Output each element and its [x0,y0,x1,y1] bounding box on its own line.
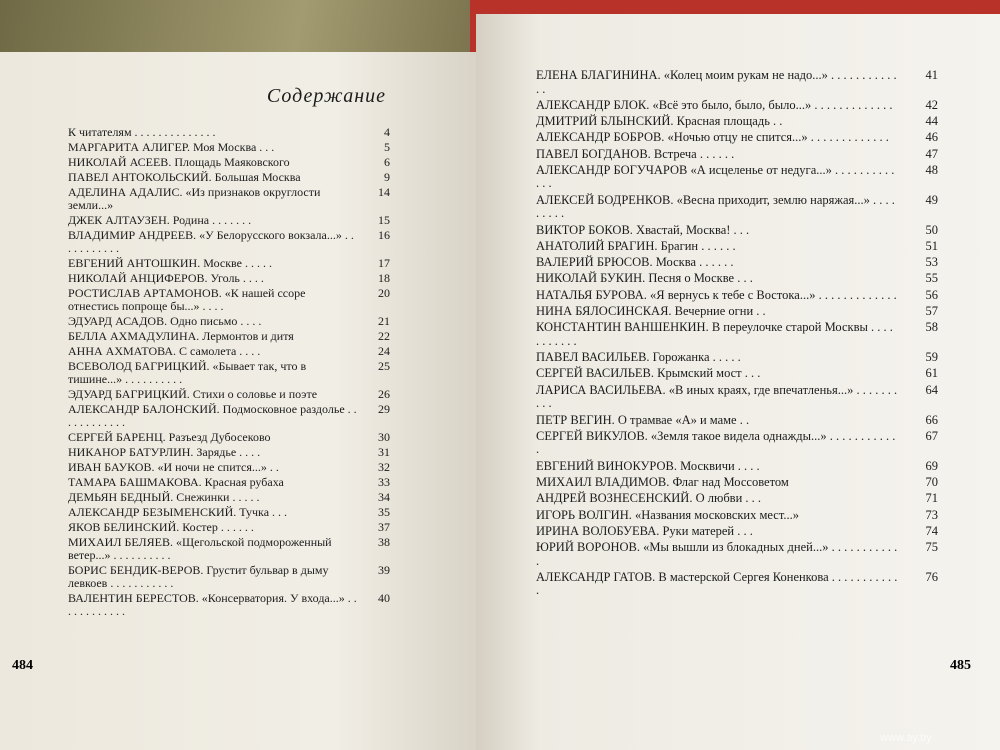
toc-entry-text: ТАМАРА БАШМАКОВА. Красная рубаха [68,475,284,489]
toc-entry [68,446,390,459]
toc-entry-text: МИХАИЛ БЕЛЯЕВ. «Щегольской подмороженный ветер...» . . . . . . . . . . [68,535,332,562]
toc-entry-text: АЛЕКСЕЙ БОДРЕНКОВ. «Весна приходит, землю наряжая...» . . . . . . . . . [536,192,895,221]
toc-entry-page: 66 [925,412,938,427]
toc-entry [536,164,938,191]
toc-entry [68,536,390,562]
toc-entry-text: ИРИНА ВОЛОБУЕВА. Руки матерей . . . [536,523,753,538]
toc-entry [68,257,390,270]
toc-entry-text: БОРИС БЕНДИК-ВЕРОВ. Грустит бульвар в дыму левкоев . . . . . . . . . . . [68,563,329,590]
toc-entry-page: 14 [378,185,390,199]
toc-entry-page: 70 [925,474,938,489]
toc-entry [536,256,938,270]
toc-entry [68,126,390,139]
toc-entry [536,476,938,490]
toc-entry-page: 49 [925,192,938,207]
toc-entry [68,461,390,474]
toc-entry-text: АЛЕКСАНДР БОБРОВ. «Ночью отцу не спится...» . . . . . . . . . . . . . [536,130,889,145]
toc-entry [536,525,938,539]
toc-entry [68,564,390,590]
toc-entry [536,367,938,381]
toc-entry [536,272,938,286]
toc-entry-page: 21 [378,314,390,328]
toc-entry-page: 74 [925,523,938,538]
toc-entry-page: 56 [925,287,938,302]
toc-entry-text: ЯКОВ БЕЛИНСКИЙ. Костер . . . . . . [68,520,254,534]
toc-entry-page: 42 [925,97,938,112]
page-number-right: 485 [950,658,971,673]
toc-entry-page: 38 [378,535,390,549]
toc-entry [536,541,938,568]
toc-entry-page: 53 [925,255,938,270]
toc-entry-page: 24 [378,344,390,358]
toc-entry-page: 69 [925,458,938,473]
toc-entry-page: 37 [378,520,390,534]
toc-list-left [68,126,390,618]
toc-entry-text: МАРГАРИТА АЛИГЕР. Моя Москва . . . [68,140,275,154]
toc-entry-text: БЕЛЛА АХМАДУЛИНА. Лермонтов и дитя [68,329,294,343]
toc-entry [536,224,938,238]
toc-entry-text: ВАЛЕРИЙ БРЮСОВ. Москва . . . . . . [536,255,734,270]
toc-entry-text: ЭДУАРД БАГРИЦКИЙ. Стихи о соловье и поэте [68,387,318,401]
toc-entry-text: НИКОЛАЙ АСЕЕВ. Площадь Маяковского [68,155,290,169]
toc-entry [536,571,938,598]
toc-entry [68,431,390,444]
toc-entry [68,592,390,618]
toc-entry-text: ИВАН БАУКОВ. «И ночи не спится...» . . [68,460,279,474]
toc-entry [68,171,390,184]
toc-entry-text: ВСЕВОЛОД БАГРИЦКИЙ. «Бывает так, что в тишине...» . . . . . . . . . . [68,359,307,386]
toc-entry [536,430,938,457]
toc-list-right [536,69,938,598]
toc-entry-text: ЛАРИСА ВАСИЛЬЕВА. «В иных краях, где впечатленья...» . . . . . . . . . . [536,382,898,411]
toc-entry-page: 35 [378,505,390,519]
toc-entry [536,69,938,96]
toc-entry-page: 6 [384,155,390,169]
toc-entry-page: 32 [378,460,390,474]
toc-entry-page: 30 [378,430,390,444]
toc-entry-page: 40 [378,591,390,605]
toc-entry [536,492,938,506]
toc-entry [68,345,390,358]
toc-entry-page: 71 [925,491,938,506]
watermark: www.ay.by [880,732,932,744]
toc-entry-page: 44 [925,114,938,129]
toc-entry-page: 61 [925,366,938,381]
toc-entry-text: ВАЛЕНТИН БЕРЕСТОВ. «Консерватория. У входа...» . . . . . . . . . . . . [68,591,357,618]
toc-entry-text: ДЖЕК АЛТАУЗЕН. Родина . . . . . . . [68,213,252,227]
toc-entry [68,229,390,255]
toc-entry-text: СЕРГЕЙ ВИКУЛОВ. «Земля такое видела однажды...» . . . . . . . . . . . . [536,428,896,457]
toc-entry-page: 58 [925,320,938,335]
toc-entry [68,214,390,227]
toc-entry-page: 73 [925,507,938,522]
toc-entry [68,315,390,328]
toc-entry [68,186,390,212]
toc-entry [68,506,390,519]
toc-entry-text: ПЕТР ВЕГИН. О трамвае «А» и маме . . [536,412,750,427]
toc-entry-page: 25 [378,359,390,373]
toc-entry [68,287,390,313]
toc-entry [68,360,390,386]
toc-entry-text: ВИКТОР БОКОВ. Хвастай, Москва! . . . [536,222,750,237]
toc-entry-page: 41 [925,68,938,82]
toc-entry [536,148,938,162]
toc-entry [536,131,938,145]
toc-entry [536,194,938,221]
toc-entry-text: АЛЕКСАНДР ГАТОВ. В мастерской Сергея Коненкова . . . . . . . . . . . . [536,569,898,598]
toc-entry-text: АЛЕКСАНДР БОГУЧАРОВ «А исцеленье от недуга...» . . . . . . . . . . . . . [536,162,895,191]
toc-entry-page: 22 [378,329,390,343]
toc-entry-text: ДМИТРИЙ БЛЫНСКИЙ. Красная площадь . . [536,114,783,129]
toc-entry-page: 64 [925,382,938,397]
toc-entry [536,351,938,365]
page-title: Содержание [266,85,386,107]
toc-entry [536,289,938,303]
toc-entry-page: 46 [925,130,938,145]
toc-entry-page: 51 [925,238,938,253]
toc-entry-text: ПАВЕЛ АНТОКОЛЬСКИЙ. Большая Москва [68,170,301,184]
toc-entry-page: 34 [378,490,390,504]
toc-entry [536,115,938,129]
toc-entry [68,141,390,154]
toc-entry-page: 31 [378,445,390,459]
toc-entry-text: АЛЕКСАНДР БЕЗЫМЕНСКИЙ. Тучка . . . [68,505,288,519]
toc-entry-page: 20 [378,286,390,300]
toc-entry-text: ПАВЕЛ ВАСИЛЬЕВ. Горожанка . . . . . [536,350,741,365]
toc-entry-text: ЕВГЕНИЙ ВИНОКУРОВ. Москвичи . . . . [536,458,760,473]
toc-entry [68,156,390,169]
toc-entry-page: 59 [925,350,938,365]
toc-entry-text: МИХАИЛ ВЛАДИМОВ. Флаг над Моссоветом [536,474,789,489]
toc-entry [536,321,938,348]
toc-entry-page: 16 [378,228,390,242]
toc-entry-text: ИГОРЬ ВОЛГИН. «Названия московских мест...» [536,507,799,522]
toc-entry-text: НИКАНОР БАТУРЛИН. Зарядье . . . . [68,445,261,459]
toc-entry-text: РОСТИСЛАВ АРТАМОНОВ. «К нашей ссоре отнестись попроще бы...» . . . . [68,286,306,313]
toc-entry-text: ВЛАДИМИР АНДРЕЕВ. «У Белорусского вокзала...» . . . . . . . . . . . [68,228,354,255]
toc-entry [536,384,938,411]
toc-entry-page: 50 [925,222,938,237]
toc-entry-page: 18 [378,271,390,285]
toc-entry-page: 67 [925,428,938,443]
toc-entry-text: АННА АХМАТОВА. С самолета . . . . [68,344,261,358]
toc-entry-page: 76 [925,569,938,584]
toc-entry [536,99,938,113]
toc-entry-text: ПАВЕЛ БОГДАНОВ. Встреча . . . . . . [536,146,735,161]
toc-entry-text: К читателям . . . . . . . . . . . . . . [68,125,216,139]
toc-entry-text: НАТАЛЬЯ БУРОВА. «Я вернусь к тебе с Востока...» . . . . . . . . . . . . . [536,287,897,302]
toc-entry-text: КОНСТАНТИН ВАНШЕНКИН. В переулочке старой Москвы . . . . . . . . . . . [536,320,893,348]
toc-entry [68,330,390,343]
toc-entry-text: АЛЕКСАНДР БАЛОНСКИЙ. Подмосковное раздолье . . . . . . . . . . . . [68,402,357,429]
toc-entry-text: АЛЕКСАНДР БЛОК. «Всё это было, было, было...» . . . . . . . . . . . . . [536,97,893,112]
toc-entry-text: СЕРГЕЙ БАРЕНЦ. Разъезд Дубосеково [68,430,271,444]
toc-entry-text: АНДРЕЙ ВОЗНЕСЕНСКИЙ. О любви . . . [536,491,762,506]
toc-entry-page: 33 [378,475,390,489]
toc-entry-page: 75 [925,540,938,555]
toc-entry [68,388,390,401]
toc-entry [68,272,390,285]
toc-entry-page: 29 [378,402,390,416]
toc-entry-text: ЭДУАРД АСАДОВ. Одно письмо . . . . [68,314,262,328]
toc-entry-page: 48 [925,162,938,177]
toc-entry [536,240,938,254]
page-number-left: 484 [12,658,33,673]
toc-entry-text: НИНА БЯЛОСИНСКАЯ. Вечерние огни . . [536,304,766,319]
toc-entry-text: НИКОЛАЙ БУКИН. Песня о Москве . . . [536,271,753,286]
toc-entry-page: 9 [384,170,390,184]
toc-entry-page: 26 [378,387,390,401]
toc-entry-page: 57 [925,304,938,319]
left-page [0,52,478,750]
toc-entry [68,476,390,489]
toc-entry [536,509,938,523]
toc-entry-text: ДЕМЬЯН БЕДНЫЙ. Снежинки . . . . . [68,490,260,504]
toc-entry-text: АНАТОЛИЙ БРАГИН. Брагин . . . . . . [536,238,736,253]
toc-entry-page: 5 [384,140,390,154]
toc-entry-page: 55 [925,271,938,286]
toc-entry [68,521,390,534]
toc-entry-page: 4 [384,125,390,139]
toc-entry [68,491,390,504]
toc-entry-text: ЕЛЕНА БЛАГИНИНА. «Колец моим рукам не надо...» . . . . . . . . . . . . . [536,68,897,96]
toc-entry [536,305,938,319]
toc-entry-page: 39 [378,563,390,577]
toc-entry-page: 15 [378,213,390,227]
toc-entry-text: НИКОЛАЙ АНЦИФЕРОВ. Уголь . . . . [68,271,264,285]
toc-entry [68,403,390,429]
toc-entry-text: АДЕЛИНА АДАЛИС. «Из признаков округлости земли...» [68,185,321,212]
toc-entry-text: ЕВГЕНИЙ АНТОШКИН. Москве . . . . . [68,256,272,270]
toc-entry [536,414,938,428]
toc-entry-text: ЮРИЙ ВОРОНОВ. «Мы вышли из блокадных дней...» . . . . . . . . . . . . [536,540,898,568]
toc-entry-page: 47 [925,146,938,161]
toc-entry-page: 17 [378,256,390,270]
right-page [476,14,1000,750]
toc-entry [536,460,938,474]
toc-entry-text: СЕРГЕЙ ВАСИЛЬЕВ. Крымский мост . . . [536,366,761,381]
